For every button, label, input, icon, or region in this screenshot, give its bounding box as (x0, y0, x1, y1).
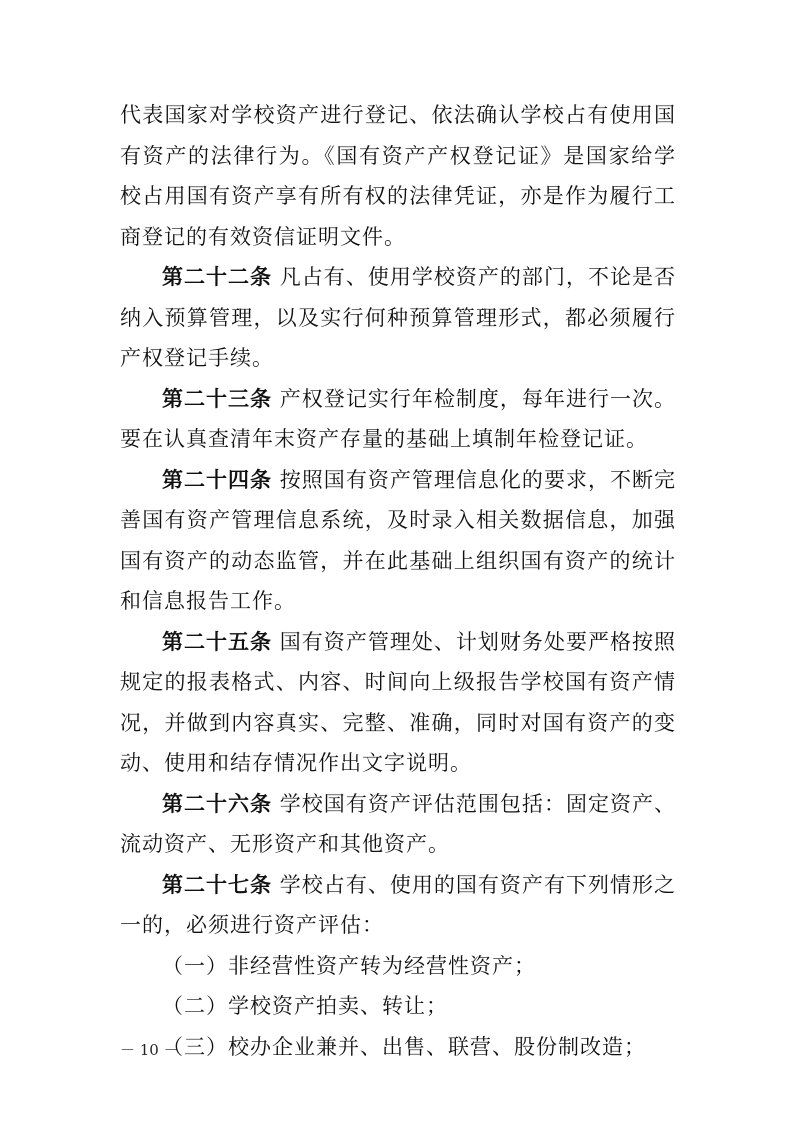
list-item: （三）校办企业兼并、出售、联营、股份制改造； (162, 1034, 646, 1059)
page-number: － 10 － (120, 1041, 179, 1059)
list-item: （一）非经营性资产转为经营性资产； (162, 953, 536, 978)
article-24 (120, 460, 676, 622)
list-item: （二）学校资产拍卖、转让； (162, 994, 448, 1018)
article-number: 第二十三条 (162, 386, 273, 411)
article-number: 第二十五条 (162, 629, 273, 654)
article-number: 第二十六条 (162, 791, 273, 816)
paragraph-text: 代表国家对学校资产进行登记、依法确认学校占有使用国有资产的法律行为。《国有资产产权登记证》是国家给学校占用国有资产享有所有权的法律凭证，亦是作为履行工商登记的有效资信证明文件。 (120, 103, 676, 249)
article-22 (120, 257, 676, 379)
article-25 (120, 622, 676, 784)
article-number: 第二十七条 (162, 872, 273, 897)
article-27 (120, 865, 676, 946)
article-text: 按照国有资产管理信息化的要求，不断完善国有资产管理信息系统，及时录入相关数据信息，加强国有资产的动态监管，并在此基础上组织国有资产的统计和信息报告工作。 (120, 467, 677, 613)
paragraph-continued (120, 95, 676, 257)
article-text: 学校占有、使用的国有资产有下列情形之一的，必须进行资产评估： (120, 872, 677, 937)
article-23 (120, 379, 676, 460)
article-number: 第二十四条 (162, 467, 273, 492)
article-26 (120, 784, 676, 865)
document-body (120, 95, 676, 1067)
article-text: 凡占有、使用学校资产的部门，不论是否纳入预算管理，以及实行何种预算管理形式，都必须履行产权登记手续。 (120, 265, 677, 370)
article-number: 第二十二条 (162, 265, 273, 289)
article-text: 学校国有资产评估范围包括：固定资产、流动资产、无形资产和其他资产。 (120, 791, 677, 856)
article-text: 产权登记实行年检制度，每年进行一次。要在认真查清年末资产存量的基础上填制年检登记证。 (120, 386, 677, 451)
article-text: 国有资产管理处、计划财务处要严格按照规定的报表格式、内容、时间向上级报告学校国有资产情况，并做到内容真实、完整、准确，同时对国有资产的变动、使用和结存情况作出文字说明。 (120, 629, 677, 775)
